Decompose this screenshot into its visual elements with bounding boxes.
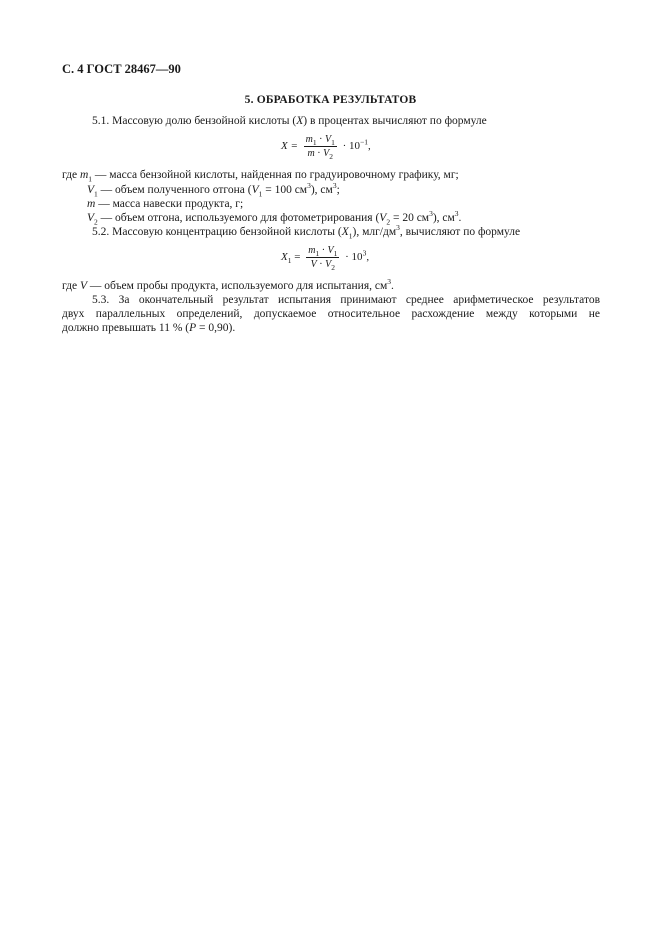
paragraph-5-1: 5.1. Массовую долю бензойной кислоты (X) в процентах вычисляют по формуле (92, 115, 487, 127)
fraction: $\frac{m_1 \cdot V_1}{m \cdot V_2}$ (305, 134, 335, 161)
definition-v1: $V_1$ — объем полученного отгона ($V_1 = 100$ $см^3$), $см^3$; (87, 181, 340, 199)
paragraph-5-2: 5.2. Массовую концентрацию бензойной кислоты $(X_1)$, млг/$дм^3$, вычисляют по формуле (92, 223, 521, 241)
definition-v2: $V_2$ — объем отгона, используемого для фотометрирования ($V_2 = 20$ $см^3$), $см^3$. (87, 209, 462, 227)
fraction: $\frac{m_1 \cdot V_1}{V \cdot V_2}$ (308, 245, 338, 272)
formula-mass-concentration: $X_1$ = $\frac{m_1 \cdot V_1}{V \cdot V_2}$ · $10^3$, (281, 245, 370, 272)
paragraph-5-3-line-3: должно превышать 11 % (P = 0,90). (62, 322, 236, 334)
paragraph-5-3-line-1: 5.3. За окончательный результат испытания принимают среднее арифметическое результатов (92, 294, 600, 306)
page-header: С. 4 ГОСТ 28467—90 (62, 62, 181, 76)
definition-v: где V — объем пробы продукта, используемого для испытания, $см^3$. (62, 277, 394, 292)
paragraph-5-3-line-2: двух параллельных определений, допускаемое относительное расхождение между которыми не (62, 308, 600, 320)
definition-m1: где $m_1$ — масса бензойной кислоты, найденная по градуировочному графику, мг; (62, 169, 459, 184)
formula-mass-fraction: X = $\frac{m_1 \cdot V_1}{m \cdot V_2}$ · $10^{-1}$, (281, 134, 371, 161)
section-title: 5. ОБРАБОТКА РЕЗУЛЬТАТОВ (244, 94, 417, 106)
definition-m: m — масса навески продукта, г; (87, 198, 244, 210)
